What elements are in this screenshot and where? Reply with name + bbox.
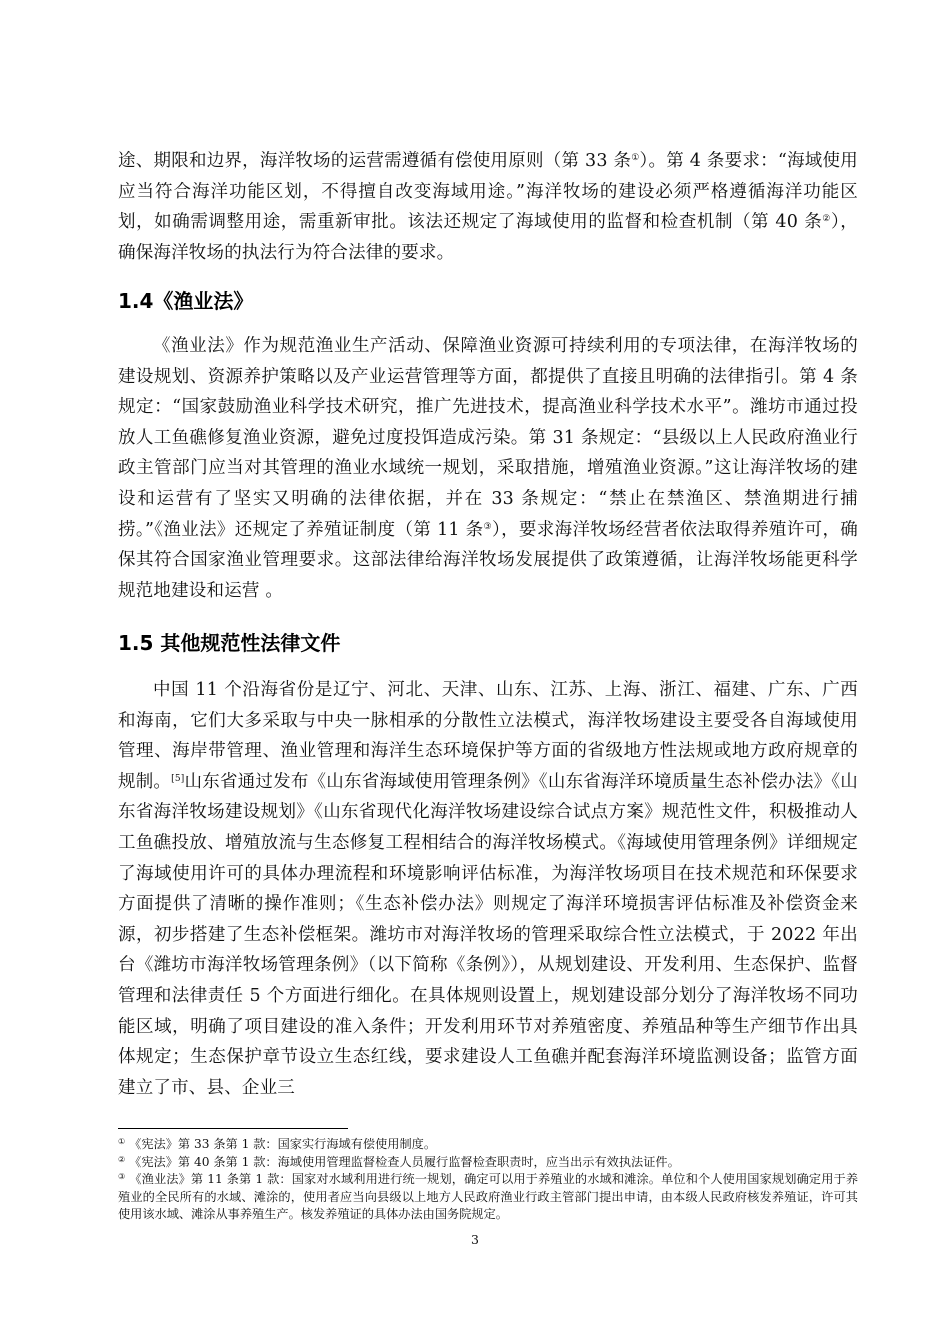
footnote-mark: ① — [118, 1137, 126, 1146]
footnote-text: 《渔业法》第 11 条第 1 款：国家对水域利用进行统一规划，确定可以用于养殖业的水域和滩涂。单位和个人使用国家规划确定用于养殖业的全民所有的水域、滩涂的，使用者应当向县级以上地方人民政府渔业行政主管部门提出申请，由本级人民政府核发养殖证，许可其使用该水域、滩涂从事养殖生产。核发养殖证的具体办法由国务院规定。 — [118, 1172, 859, 1221]
section-heading-1-5: 1.5 其他规范性法律文件 — [118, 631, 341, 655]
footnote-text: 《宪法》第 40 条第 1 款：海域使用管理监督检查人员履行监督检查职责时，应当出示有效执法证件。 — [129, 1154, 680, 1169]
paragraph-text: 途、期限和边界，海洋牧场的运营需遵循有偿使用原则（第 33 条 — [118, 151, 632, 171]
footnote-1 — [118, 1136, 858, 1154]
paragraph-fisheries-law — [118, 331, 858, 606]
paragraph-text: ），确保海洋牧场的执法行为符合法律的要求。 — [118, 212, 858, 263]
footnote-divider — [118, 1128, 348, 1129]
paragraph-text: 《渔业法》作为规范渔业生产活动、保障渔业资源可持续利用的专项法律，在海洋牧场的建设规划、资源养护策略以及产业运营管理等方面，都提供了直接且明确的法律指引。第 4 条规定：“国家鼓励渔业科学技术研究，推广先进技术，提高渔业科学技术水平”。潍坊市通过投放人工鱼礁修复渔业资源，避免过度投饵造成污染。第 31 条规定：“县级以上人民政府渔业行政主管部门应当对其管理的渔业水域统一规划，采取措施，增殖渔业资源。”这让海洋牧场的建设和运营有了坚实又明确的法律依据，并在 33 条规定：“禁止在禁渔区、禁渔期进行捕捞。”《渔业法》还规定了养殖证制度（第 11 条 — [118, 336, 858, 540]
paragraph-text: ），要求海洋牧场经营者依法取得养殖许可，确保其符合国家渔业管理要求。这部法律给海洋牧场发展提供了政策遵循，让海洋牧场能更科学规范地建设和运营 。 — [118, 519, 858, 601]
section-heading-1-4: 1.4《渔业法》 — [118, 289, 254, 313]
footnote-mark: ③ — [118, 1172, 126, 1181]
footnote-text: 《宪法》第 33 条第 1 款：国家实行海域有偿使用制度。 — [129, 1137, 437, 1151]
footnote-ref-1[interactable]: ① — [631, 153, 640, 163]
paragraph-text: 山东省通过发布《山东省海域使用管理条例》《山东省海洋环境质量生态补偿办法》《山东省海洋牧场建设规划》《山东省现代化海洋牧场建设综合试点方案》规范性文件，积极推动人工鱼礁投放、增殖放流与生态修复工程相结合的海洋牧场模式。《海域使用管理条例》详细规定了海域使用许可的具体办理流程和环境影响评估标准，为海洋牧场项目在技术规范和环保要求方面提供了清晰的操作准则；《生态补偿办法》则规定了海洋环境损害评估标准及补偿资金来源，初步搭建了生态补偿框架。潍坊市对海洋牧场的管理采取综合性立法模式，于 2022 年出台《潍坊市海洋牧场管理条例》（以下简称《条例》），从规划建设、开发利用、生态保护、监督管理和法律责任 5 个方面进行细化。在具体规则设置上，规划建设部分划分了海洋牧场不同功能区域，明确了项目建设的准入条件；开发利用环节对养殖密度、养殖品种等生产细节作出具体规定；生态保护章节设立生态红线，要求建设人工鱼礁并配套海洋环境监测设备；监管方面建立了市、县、企业三 — [118, 771, 858, 1098]
citation-ref-5[interactable]: [5] — [171, 773, 185, 784]
paragraph-text: 中国 11 个沿海省份是辽宁、河北、天津、山东、江苏、上海、浙江、福建、广东、广西和海南，它们大多采取与中央一脉相承的分散性立法模式，海洋牧场建设主要受各自海域使用管理、海岸带管理、渔业管理和海洋生态环境保护等方面的省级地方性法规或地方政府规章的规制。 — [118, 680, 858, 792]
footnote-mark: ② — [118, 1154, 126, 1164]
footnote-3 — [118, 1171, 858, 1224]
footnote-ref-2[interactable]: ② — [822, 214, 831, 225]
paragraph-sea-area-law — [118, 146, 858, 268]
footnote-ref-3[interactable]: ③ — [483, 521, 492, 532]
footnote-2 — [118, 1154, 858, 1172]
footnotes — [118, 1136, 858, 1224]
page-number: 3 — [471, 1232, 479, 1247]
paragraph-other-regulations — [118, 675, 858, 1103]
paragraph-text: ）。第 4 条要求：“海域使用应当符合海洋功能区划，不得擅自改变海域用途。”海洋牧场的建设必须严格遵循海洋功能区划，如确需调整用途，需重新审批。该法还规定了海域使用的监督和检查机制（第 40 条 — [118, 151, 858, 233]
